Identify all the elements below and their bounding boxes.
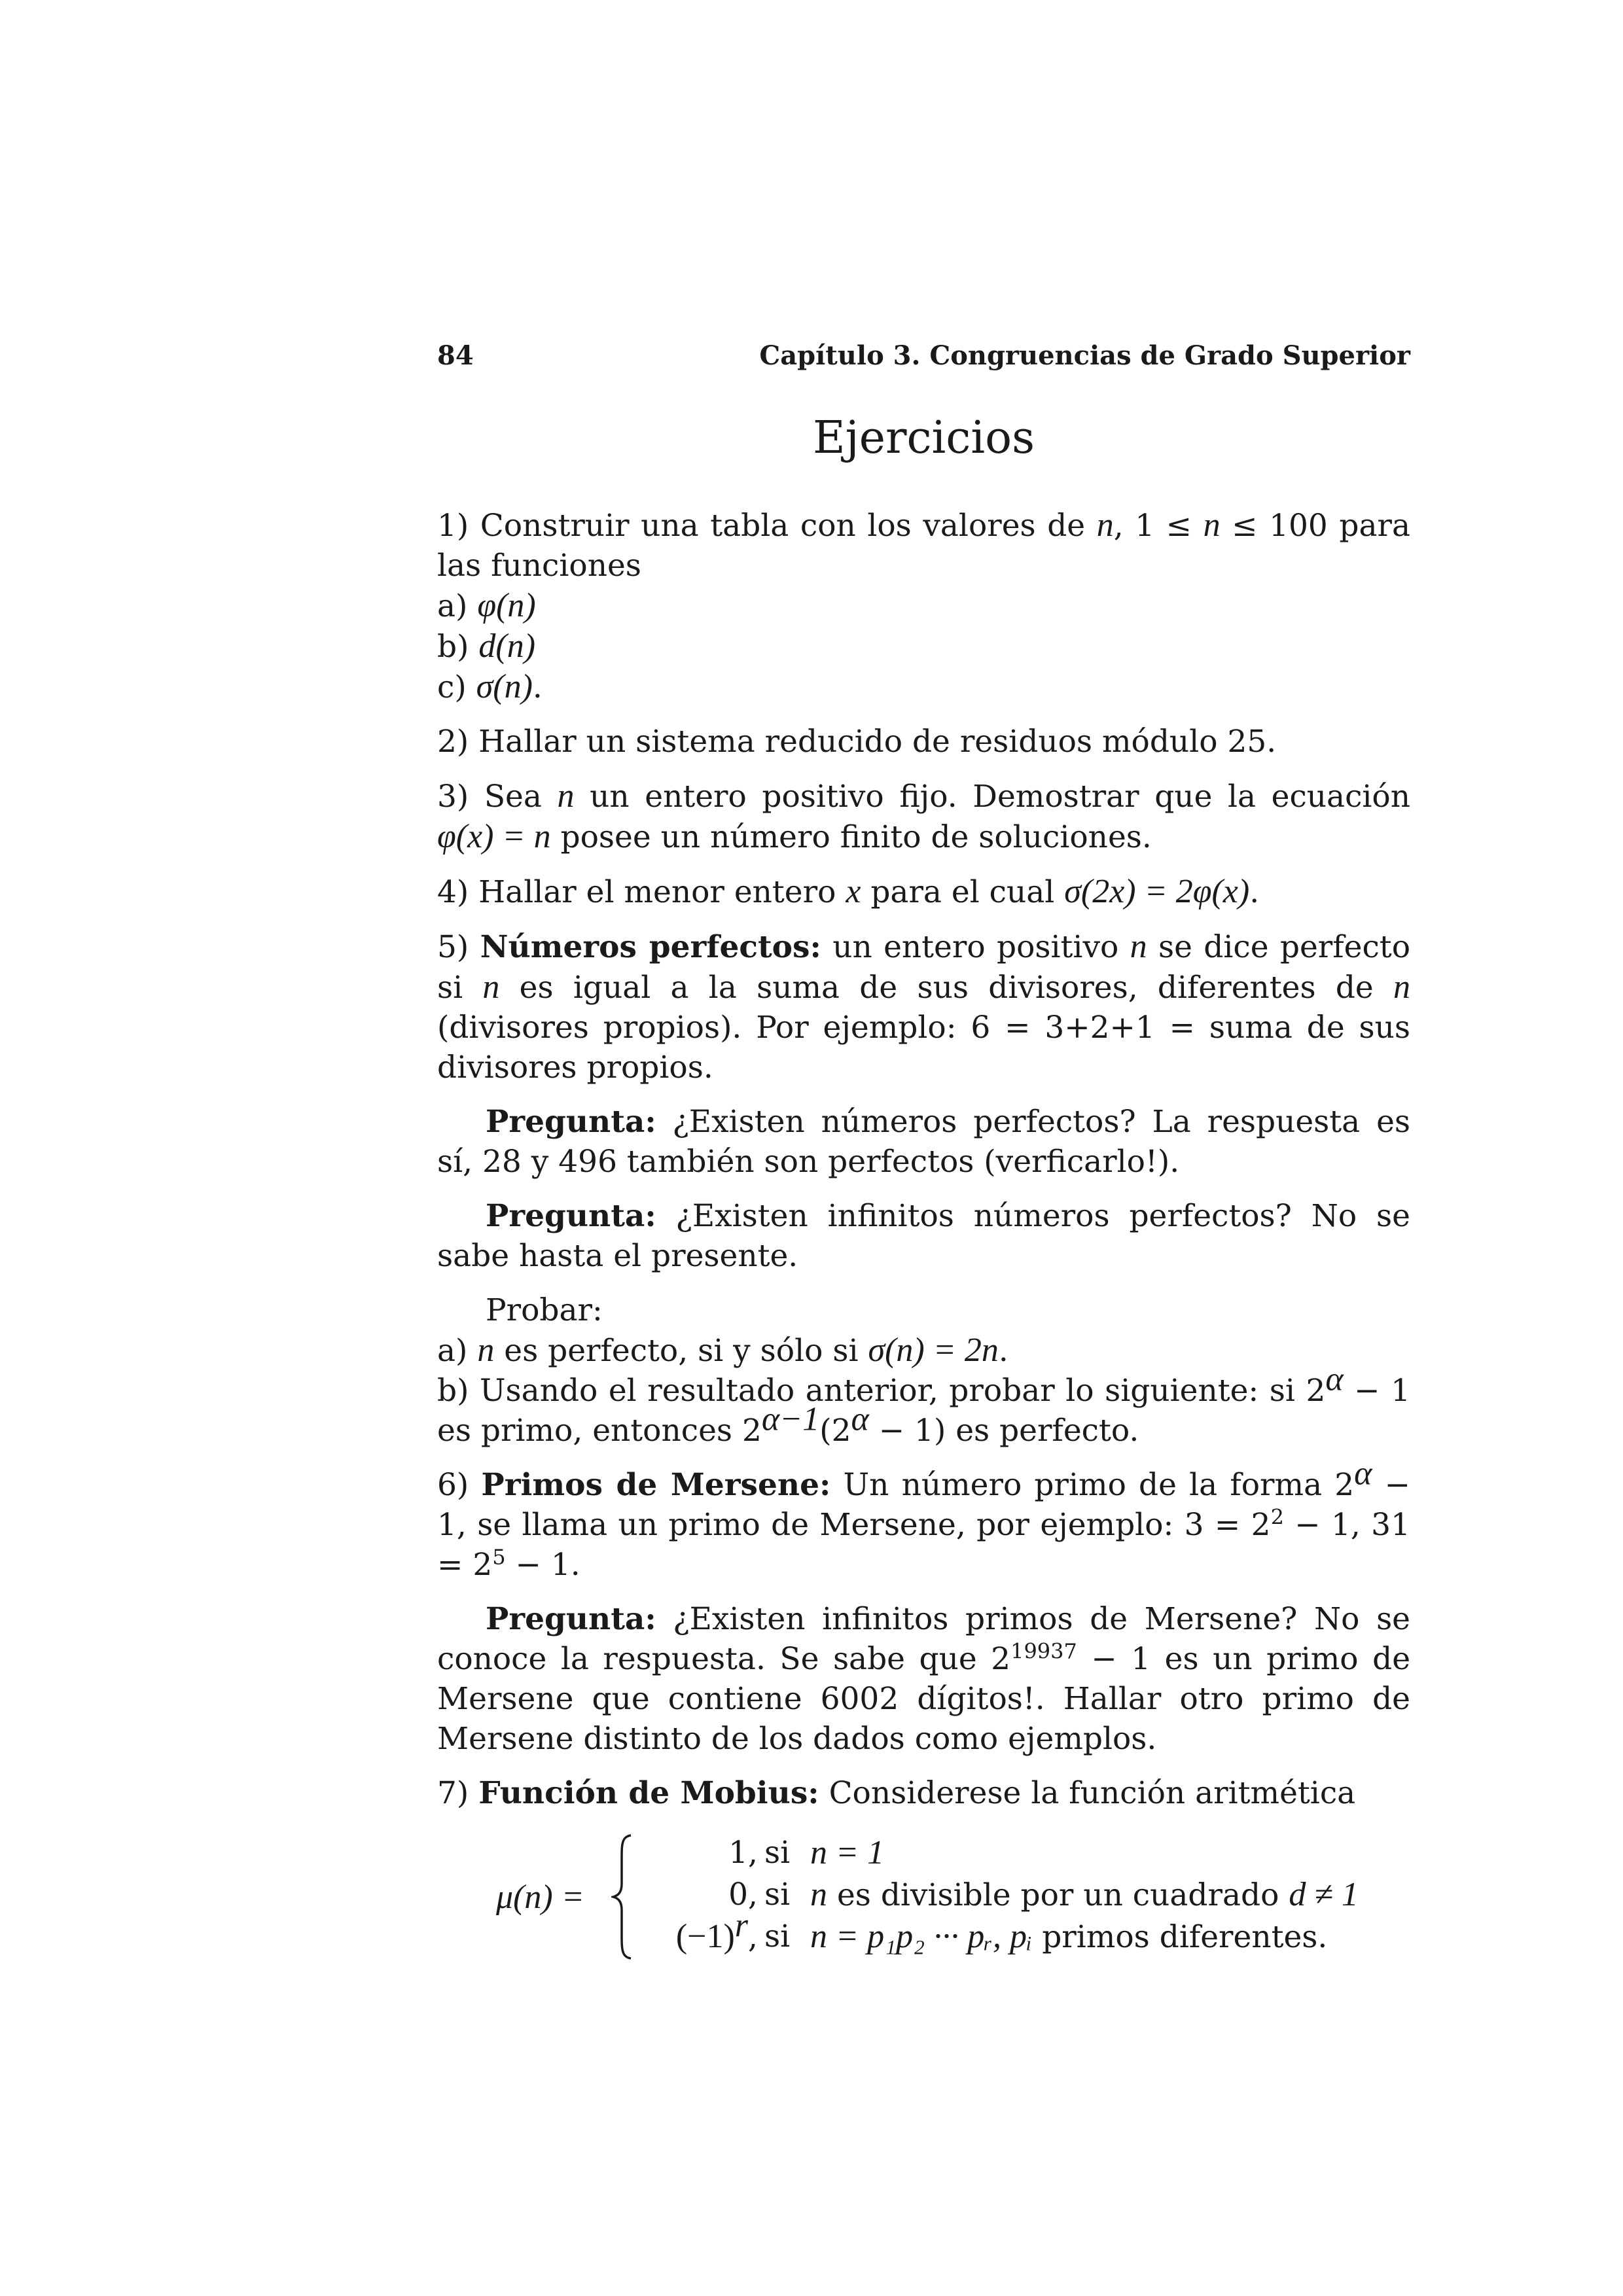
ex6-question-sup: 19937 [1010, 1638, 1077, 1664]
ex5-probar-a-period: . [998, 1333, 1008, 1369]
ex1-item-b [437, 626, 1410, 667]
mobius-case-3-text: primos diferentes. [1032, 1919, 1328, 1955]
mobius-case-3-condition [810, 1916, 1327, 1957]
ex4-math-equation: σ(2x) = 2φ(x) [1064, 873, 1250, 910]
ex3-text-3: posee un número finito de soluciones. [550, 819, 1152, 855]
mobius-case-1-condition: n = 1 [810, 1834, 885, 1871]
ex5-text-2: se dice perfecto si [437, 929, 1410, 1006]
exercise-4 [437, 872, 1410, 912]
ex1-text-1: 1) Construir una tabla con los valores de [437, 508, 1097, 544]
exercise-6 [437, 1455, 1411, 1585]
exercise-7 [437, 1773, 1410, 1813]
ex1-text-2: , 1 ≤ [1113, 508, 1204, 544]
ex5-question-2-text: ¿Existen infinitos números perfectos? No se sabe hasta el presente. [437, 1198, 1410, 1274]
mobius-case-3-si: si [764, 1918, 791, 1954]
running-header [437, 340, 1410, 380]
ex1-item-a-math: φ(n) [477, 587, 536, 624]
ex5-question-1 [437, 1102, 1410, 1182]
mobius-case-1-value: 1, [728, 1835, 758, 1871]
ex1-item-c-period: . [532, 669, 543, 705]
ex6-question-label: Pregunta: [486, 1601, 656, 1637]
ex1-text-3: ≤ 100 para las funciones [437, 508, 1410, 584]
exercises-body [437, 505, 1410, 1964]
ex5-probar-label: Probar: [486, 1292, 603, 1328]
ex5-heading: Números perfectos: [480, 929, 821, 965]
mobius-case-2 [437, 1875, 1410, 1915]
ex4-text-2: para el cual [861, 874, 1065, 910]
ex5-text-3: es igual a la suma de sus divisores, diferentes de [499, 970, 1393, 1006]
ex1-math-n: n [1096, 506, 1114, 544]
ex6-heading: Primos de Mersene: [481, 1467, 831, 1503]
ex6-sup-1: α [1354, 1455, 1372, 1492]
mobius-case-2-math-n: n [810, 1876, 827, 1913]
ex5-question-2 [437, 1196, 1410, 1276]
mobius-case-1-si: si [764, 1835, 791, 1871]
ex5-number: 5) [437, 929, 480, 965]
ex5-probar-b-text-4: − 1) es perfecto. [868, 1413, 1139, 1449]
ex5-probar-a-label: a) [437, 1333, 478, 1369]
mobius-case-3-value [633, 1907, 758, 1957]
ex5-question-1-label: Pregunta: [486, 1104, 656, 1140]
ex1-item-b-math: d(n) [478, 627, 536, 665]
section-title: Ejercicios [813, 412, 1035, 464]
ex6-text-4: − 1. [505, 1547, 580, 1583]
ex5-probar-b [437, 1360, 1410, 1449]
ex5-math-n: n [1130, 928, 1147, 965]
ex4-math-x: x [846, 873, 861, 910]
ex3-text-2: un entero positivo fijo. Demostrar que la ecuación [574, 779, 1411, 815]
ex5-probar-b-sup-2: α−1 [761, 1400, 820, 1438]
ex5-probar-b-text-2: − 1 es primo, entonces 2 [437, 1373, 1410, 1449]
ex6-question-text-2: − 1 es un primo de Mersene que contiene 6002 dígitos!. Hallar otro primo de Mersene distinto de los dados como ejemplos. [437, 1641, 1411, 1757]
ex5-probar-b-sup-3: α [851, 1400, 869, 1438]
ex7-heading: Función de Mobius: [478, 1775, 819, 1811]
ex6-question-text-1: ¿Existen infinitos primos de Mersene? No se conoce la respuesta. Se sabe que 2 [437, 1601, 1410, 1677]
mobius-case-3-sup: r [734, 1907, 749, 1945]
ex5-probar-a-math-n: n [477, 1332, 495, 1369]
mobius-lhs: μ(n) = [496, 1879, 584, 1916]
mobius-case-3-base: (−1) [675, 1918, 735, 1955]
ex6-question [437, 1599, 1410, 1759]
exercise-2: 2) Hallar un sistema reducido de residuos módulo 25. [437, 724, 1277, 760]
ex6-sup-3: 5 [492, 1544, 506, 1570]
mobius-case-2-value: 0, [728, 1877, 758, 1913]
ex5-probar-b-text-3: (2 [819, 1413, 851, 1449]
ex5-probar-a-math-eq: σ(n) = 2n [868, 1332, 999, 1369]
ex5-probar-b-text-1: b) Usando el resultado anterior, probar lo siguiente: si 2 [437, 1373, 1326, 1409]
ex1-item-a-label: a) [437, 588, 478, 624]
ex1-math-n2: n [1203, 506, 1221, 544]
ex7-text-1: Considerese la función aritmética [819, 1775, 1356, 1811]
ex5-question-1-text: ¿Existen números perfectos? La respuesta es sí, 28 y 496 también son perfectos (verficarlo!). [437, 1104, 1410, 1180]
exercise-5 [437, 927, 1410, 1087]
exercise-1 [437, 505, 1410, 707]
exercise-3 [437, 776, 1410, 857]
mobius-case-3 [437, 1907, 1410, 1957]
ex7-number: 7) [437, 1775, 479, 1811]
mobius-case-2-si: si [764, 1877, 791, 1913]
ex5-math-n3: n [1393, 968, 1410, 1006]
mobius-case-3-comma: , [748, 1919, 758, 1955]
ex4-text-1: 4) Hallar el menor entero [437, 874, 846, 910]
ex6-text-2: − 1, se llama un primo de Mersene, por ejemplo: 3 = 2 [437, 1467, 1411, 1543]
ex6-number: 6) [437, 1467, 482, 1503]
ex1-item-c-label: c) [437, 669, 476, 705]
ex5-text-4: (divisores propios). Por ejemplo: 6 = 3+2+1 = suma de sus divisores propios. [437, 1010, 1410, 1086]
mobius-case-1 [437, 1833, 1410, 1873]
mobius-case-2-math-d: d ≠ 1 [1289, 1876, 1359, 1913]
ex1-item-c-math: σ(n) [476, 668, 533, 705]
mobius-definition [437, 1833, 1410, 1964]
ex5-probar-b-sup-1: α [1325, 1360, 1344, 1398]
ex6-text-3: − 1, 31 = 2 [437, 1507, 1410, 1583]
ex6-text-1: Un número primo de la forma 2 [830, 1467, 1355, 1503]
mobius-case-2-text: es divisible por un cuadrado [827, 1877, 1289, 1913]
ex3-math-equation: φ(x) = n [437, 818, 551, 855]
chapter-title: Capítulo 3. Congruencias de Grado Superior [759, 340, 1410, 371]
ex6-sup-2: 2 [1270, 1504, 1284, 1530]
ex5-question-2-label: Pregunta: [486, 1198, 656, 1234]
mobius-case-3-math: n = p₁p₂ ··· pᵣ, pᵢ [810, 1918, 1033, 1955]
ex1-item-c [437, 667, 1410, 707]
mobius-case-2-condition [810, 1875, 1359, 1915]
ex4-text-3: . [1249, 874, 1260, 910]
ex5-text-1: un entero positivo [821, 929, 1130, 965]
ex1-item-a [437, 586, 1410, 626]
ex5-probar-a [437, 1330, 1410, 1371]
ex1-item-b-label: b) [437, 629, 479, 665]
ex5-probar-a-text: es perfecto, si y sólo si [494, 1333, 868, 1369]
ex3-text-1: 3) Sea [437, 779, 558, 815]
ex5-math-n2: n [482, 968, 500, 1006]
ex3-math-n: n [557, 777, 575, 815]
ex5-probar [437, 1290, 1410, 1451]
page-number: 84 [437, 340, 474, 371]
